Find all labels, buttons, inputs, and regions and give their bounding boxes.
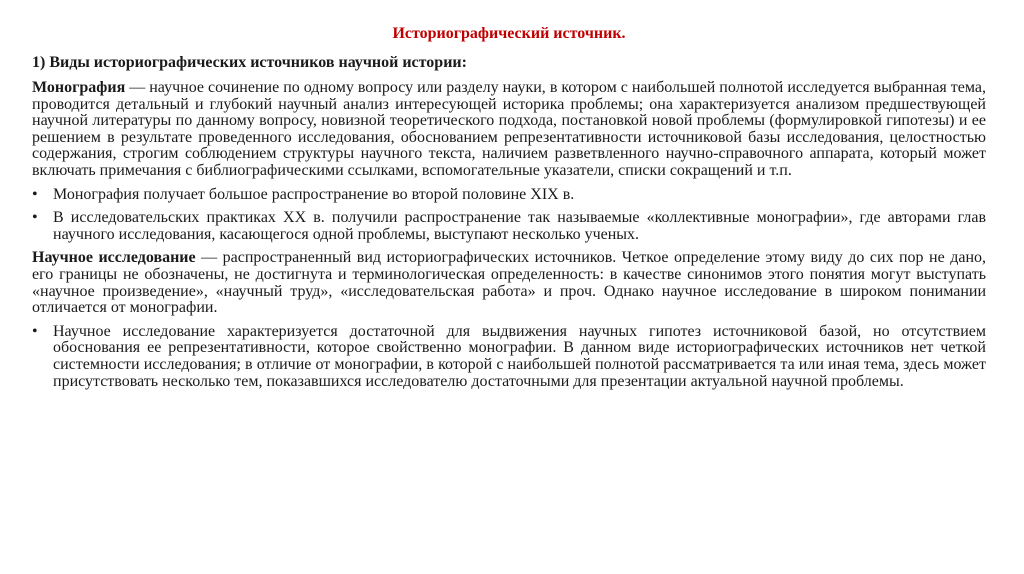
- bullet-icon: •: [32, 322, 38, 340]
- list-item: [32, 187, 986, 204]
- research-definition: [32, 250, 986, 316]
- monograph-term: Монография: [32, 79, 126, 96]
- research-definition-text: — распространенный вид историографических источников. Четкое определение этому виду до сих пор не дано, его границы не обозначены, не достигнута и терминологическая определенность: в качестве синонимов этого понятия могут выступать «научное произведение», «научный труд», «исследовательская работа» и проч. Однако научное исследование в широком понимании отличается от монографии.: [32, 249, 987, 317]
- list-item: [32, 210, 986, 243]
- research-term: Научное исследование: [32, 249, 196, 267]
- list-item-text: Монография получает большое распространение во второй половине XIX в.: [53, 185, 575, 203]
- list-item: [32, 324, 986, 390]
- slide-title: Историографический источник.: [392, 25, 626, 42]
- monograph-definition: [32, 80, 986, 180]
- slide: [32, 24, 986, 397]
- list-item-text: Научное исследование характеризуется достаточной для выдвижения научных гипотез источниковой базой, но отсутствием обоснования ее репрезентативности, которое свойственно монографии. В данном виде историографических источников нет четкой системности исследования; в отличие от монографии, в которой с наибольшей полнотой рассматривается та или иная тема, здесь может присутствовать несколько тем, показавшихся исследователю достаточными для презентации актуальной научной проблемы.: [53, 322, 986, 390]
- monograph-definition-text: — научное сочинение по одному вопросу или разделу науки, в котором с наибольшей полнотой исследуется выбранная тема, проводится детальный и глубокий научный анализ интересующей историка проблемы; она характеризуется анализом предшествующей научной литературы по данному вопросу, новизной теоретического подхода, постановкой новой проблемы (формулировкой гипотезы) и ее решением в результате проведенного исследования, обоснованием репрезентативности источниковой базы исследования, целостностью содержания, строгим соблюдением структуры научного текста, наличием разветвленного научно-справочного аппарата, который может включать примечания с библиографическими ссылками, вспомогательные указатели, списки сокращений и т.п.: [32, 79, 986, 179]
- list-item-text: В исследовательских практиках XX в. получили распространение так называемые «коллективные монографии», где авторами глав научного исследования, касающегося одной проблемы, выступают несколько ученых.: [53, 209, 986, 243]
- bullet-icon: •: [32, 209, 38, 227]
- bullet-icon: •: [32, 185, 38, 203]
- section-heading: 1) Виды историографических источников научной истории:: [32, 54, 467, 71]
